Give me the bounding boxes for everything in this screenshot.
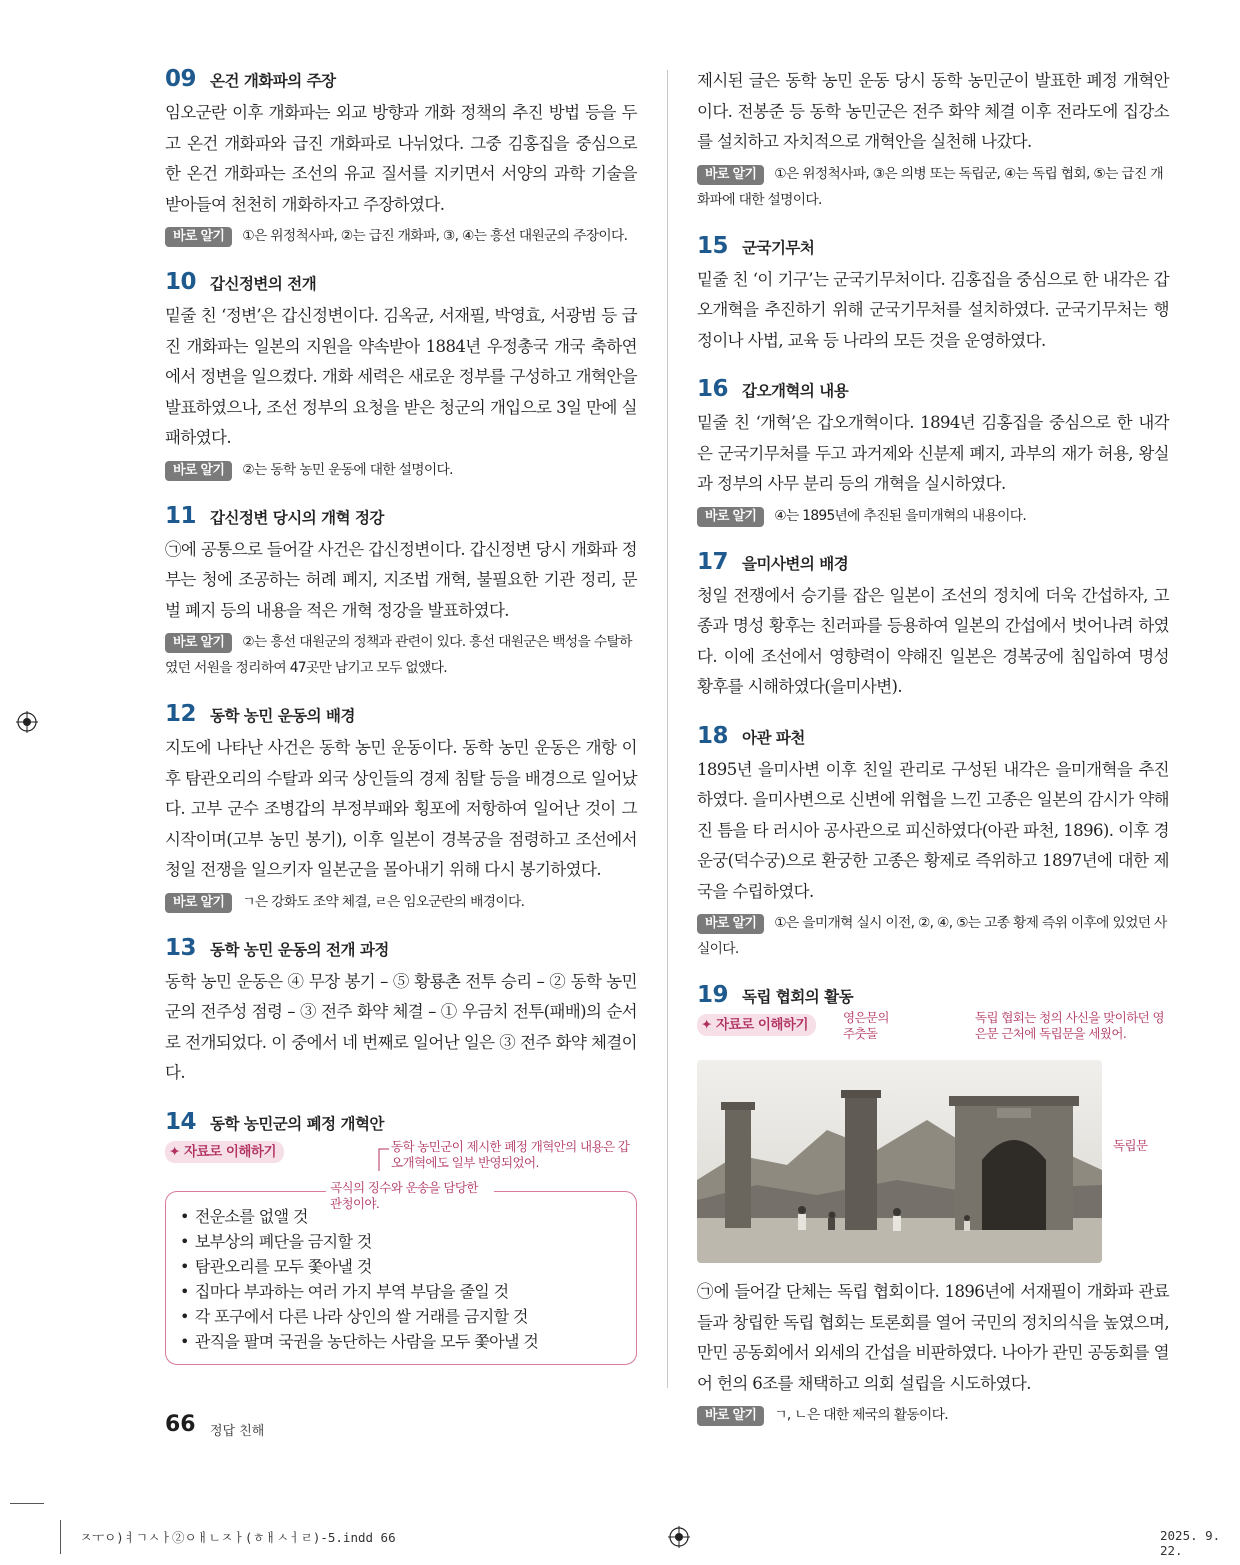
baro-algi <box>697 503 1169 529</box>
baro-text: ㄱ, ㄴ은 대한 제국의 활동이다. <box>774 1407 948 1423</box>
section-title: 아관 파천 <box>742 728 805 747</box>
section-body: 제시된 글은 동학 농민 운동 당시 동학 농민군이 발표한 폐정 개혁안이다. 전봉준 등 동학 농민군은 전주 화약 체결 이후 전라도에 집강소를 설치하고 자치적으로 개혁안을 실천해 나갔다. <box>697 71 1169 151</box>
demand-item: • 탐관오리를 모두 쫓아낼 것 <box>180 1254 622 1279</box>
baro-badge: 바로 알기 <box>697 507 764 527</box>
crop-mark <box>60 1520 61 1554</box>
section-title: 동학 농민 운동의 전개 과정 <box>210 940 389 959</box>
section-number: 12 <box>165 701 197 727</box>
photo-illustration <box>697 1060 1102 1263</box>
demand-item: • 집마다 부과하는 여러 가지 부역 부담을 줄일 것 <box>180 1279 622 1304</box>
section-number: 15 <box>697 232 729 259</box>
section-number: 10 <box>165 269 197 295</box>
demands-list <box>180 1204 622 1354</box>
baro-badge: 바로 알기 <box>165 633 232 653</box>
baro-text: ④는 1895년에 추진된 을미개혁의 내용이다. <box>774 507 1027 524</box>
jaryo-label: ✦ 자료로 이해하기 <box>697 1014 816 1036</box>
baro-badge: 바로 알기 <box>165 893 232 913</box>
section-body: ㉠에 들어갈 단체는 독립 협회이다. 1896년에 서재필이 개화파 관료들과 창립한 독립 협회는 토론회를 열어 국민의 정치의식을 높였으며, 만민 공동회에서 외세의 간섭을 비판하였다. 나아가 관민 공동회를 열어 헌의 6조를 채택하고 의회 설립을 시도하였다. <box>697 1282 1169 1393</box>
baro-algi <box>697 161 1169 213</box>
baro-algi <box>697 1402 1169 1428</box>
section-15 <box>697 233 1169 357</box>
demand-item: • 보부상의 폐단을 금지할 것 <box>180 1229 622 1254</box>
baro-text: ①은 위정척사파, ②는 급진 개화파, ③, ④는 흥선 대원군의 주장이다. <box>242 228 628 244</box>
baro-algi <box>165 629 637 681</box>
section-number: 09 <box>165 66 197 92</box>
section-body: 임오군란 이후 개화파는 외교 방향과 개화 정책의 추진 방법 등을 두고 온건 개화파와 급진 개화파로 나뉘었다. 그중 김홍집을 중심으로 한 온건 개화파는 조선의 유교 질서를 지키면서 서양의 과학 기술을 받아들여 천천히 개화하자고 주장하였다. <box>165 103 637 214</box>
section-body: 밑줄 친 ‘개혁’은 갑오개혁이다. 1894년 김홍집을 중심으로 한 내각은 군국기무처를 두고 과거제와 신분제 폐지, 과부의 재가 허용, 왕실과 정부의 사무 분리 등의 개혁을 실시하였다. <box>697 413 1169 493</box>
reform-note: 동학 농민군이 제시한 폐정 개혁안의 내용은 갑오개혁에도 일부 반영되었어. <box>391 1138 630 1170</box>
section-body: 지도에 나타난 사건은 동학 농민 운동이다. 동학 농민 운동은 개항 이후 탐관오리의 수탈과 외국 상인들의 경제 침탈 등을 배경으로 일어났다. 고부 군수 조병갑의 부정부패와 횡포에 저항하여 일어난 것이 그 시작이며(고부 농민 봉기), 이후 일본이 경복궁을 점령하고 조선에서 청일 전쟁을 일으키자 일본군을 몰아내기 위해 다시 봉기하였다. <box>165 738 637 879</box>
baro-algi <box>165 223 637 249</box>
section-number: 19 <box>697 982 729 1008</box>
section-16 <box>697 376 1169 529</box>
independence-gate-photo <box>697 1060 1102 1263</box>
section-12 <box>165 701 637 915</box>
section-body: 1895년 을미사변 이후 친일 관리로 구성된 내각은 을미개혁을 추진하였다. 을미사변으로 신변에 위협을 느낀 고종은 일본의 감시가 약해진 틈을 타 러시아 공사관으로 피신하였다(아관 파천, 1896). 이후 경운궁(덕수궁)으로 환궁한 고종은 황제로 즉위하고 1897년에 대한 제국을 수립하였다. <box>697 759 1169 901</box>
section-18 <box>697 723 1169 963</box>
right-column <box>697 66 1169 1448</box>
column-divider <box>667 70 668 1388</box>
jaryo-row <box>697 1010 1169 1050</box>
baro-text: ㄱ은 강화도 조약 체결, ㄹ은 임오군란의 배경이다. <box>242 893 525 910</box>
baro-badge: 바로 알기 <box>697 914 764 934</box>
section-title: 동학 농민군의 폐정 개혁안 <box>210 1114 384 1133</box>
demand-item: • 전운소를 없앨 것 <box>180 1204 622 1229</box>
left-column <box>165 66 637 1385</box>
note-leader-line <box>345 1141 391 1171</box>
section-17 <box>697 549 1169 703</box>
section-title: 독립 협회의 활동 <box>742 988 854 1006</box>
baro-text: ②는 동학 농민 운동에 대한 설명이다. <box>242 461 453 478</box>
baro-text: ①은 위정척사파, ③은 의병 또는 독립군, ④는 독립 협회, ⑤는 급진 개화파에 대한 설명이다. <box>697 165 1163 208</box>
section-body: 밑줄 친 ‘이 기구’는 군국기무처이다. 김홍집을 중심으로 한 내각은 갑오개혁을 추진하기 위해 군국기무처를 설치하였다. 군국기무처는 행정이나 사법, 교육 등 나라의 모든 것을 운영하였다. <box>697 269 1169 350</box>
section-09 <box>165 66 637 249</box>
reform-demands-box <box>165 1179 637 1365</box>
section-number: 14 <box>165 1108 197 1135</box>
section-title: 갑오개혁의 내용 <box>742 382 849 400</box>
gate-note: 독립 협회는 청의 사신을 맞이하던 영은문 근처에 독립문을 세웠어. <box>975 1010 1164 1041</box>
footer-label: 정답 친해 <box>210 1424 265 1439</box>
section-number: 16 <box>697 376 729 402</box>
jeonunso-note: 곡식의 징수와 운송을 담당한 관청이야. <box>326 1180 494 1212</box>
section-number: 18 <box>697 722 729 749</box>
section-title: 군국기무처 <box>742 238 815 257</box>
registration-mark-icon <box>16 711 38 733</box>
jaryo-label: ✦ 자료로 이해하기 <box>165 1141 284 1163</box>
section-number: 13 <box>165 934 197 961</box>
section-title: 온건 개화파의 주장 <box>210 72 336 90</box>
section-14 <box>165 1109 637 1365</box>
baro-algi <box>165 889 637 915</box>
section-body: 밑줄 친 ‘정변’은 갑신정변이다. 김옥균, 서재필, 박영효, 서광범 등 급진 개화파는 일본의 지원을 약속받아 1884년 우정총국 개국 축하연에서 정변을 일으켰다. 개화 세력은 새로운 정부를 구성하고 개혁안을 발표하였으나, 조선 정부의 요청을 받은 청군의 개입으로 3일 만에 실패하였다. <box>165 306 637 447</box>
pillar-label: 영은문의 주춧돌 <box>843 1010 889 1041</box>
baro-badge: 바로 알기 <box>697 1406 764 1426</box>
gate-label: 독립문 <box>1113 1138 1148 1153</box>
demand-item: • 관직을 팔며 국권을 농단하는 사람을 모두 쫓아낼 것 <box>180 1329 622 1354</box>
print-date: 2025. 9. 22. <box>1160 1528 1221 1558</box>
jaryo-row <box>165 1138 637 1171</box>
baro-badge: 바로 알기 <box>165 461 232 481</box>
baro-algi <box>165 457 637 483</box>
section-number: 11 <box>165 502 197 529</box>
section-10 <box>165 269 637 483</box>
section-title: 갑신정변의 전개 <box>210 275 317 293</box>
baro-text: ②는 흥선 대원군의 정책과 관련이 있다. 흥선 대원군은 백성을 수탈하였던 서원을 정리하여 47곳만 남기고 모두 없앴다. <box>165 634 632 676</box>
section-13 <box>165 935 637 1089</box>
crop-mark <box>10 1503 44 1504</box>
baro-badge: 바로 알기 <box>697 165 764 185</box>
file-slug: ㅈㅜㅇ)ㅕㄱㅅㅏ②ㅇㅐㄴㅈㅏ(ㅎㅐㅅㅓㄹ)-5.indd 66 <box>80 1530 396 1545</box>
section-19 <box>697 982 1169 1428</box>
section-number: 17 <box>697 548 729 575</box>
baro-badge: 바로 알기 <box>165 227 232 247</box>
registration-mark-icon <box>668 1526 690 1548</box>
section-body: ㉠에 공통으로 들어갈 사건은 갑신정변이다. 갑신정변 당시 개화파 정부는 청에 조공하는 허례 폐지, 지조법 개혁, 불필요한 기관 정리, 문벌 폐지 등의 내용을 적은 개혁 정강을 발표하였다. <box>165 539 637 620</box>
section-11 <box>165 503 637 682</box>
baro-text: ①은 을미개혁 실시 이전, ②, ④, ⑤는 고종 황제 즉위 이후에 있었던 사실이다. <box>697 915 1167 957</box>
section-14-answer <box>697 66 1169 213</box>
section-title: 갑신정변 당시의 개혁 정강 <box>210 508 384 527</box>
page-number: 66 <box>165 1412 196 1437</box>
section-title: 동학 농민 운동의 배경 <box>210 707 355 725</box>
section-title: 을미사변의 배경 <box>742 554 849 573</box>
section-body: 동학 농민 운동은 ④ 무장 봉기 – ⑤ 황룡촌 전투 승리 – ② 동학 농민군의 전주성 점령 – ③ 전주 화약 체결 – ① 우금치 전투(패배)의 순서로 전개되었다. 이 중에서 네 번째로 일어난 일은 ③ 전주 화약 체결이다. <box>165 971 637 1082</box>
section-body: 청일 전쟁에서 승기를 잡은 일본이 조선의 정치에 더욱 간섭하자, 고종과 명성 황후는 친러파를 등용하여 일본의 간섭에서 벗어나려 하였다. 이에 조선에서 영향력이 약해진 일본은 경복궁에 침입하여 명성 황후를 시해하였다(을미사변). <box>697 585 1169 696</box>
demand-item: • 각 포구에서 다른 나라 상인의 쌀 거래를 금지할 것 <box>180 1304 622 1329</box>
baro-algi <box>697 910 1169 962</box>
